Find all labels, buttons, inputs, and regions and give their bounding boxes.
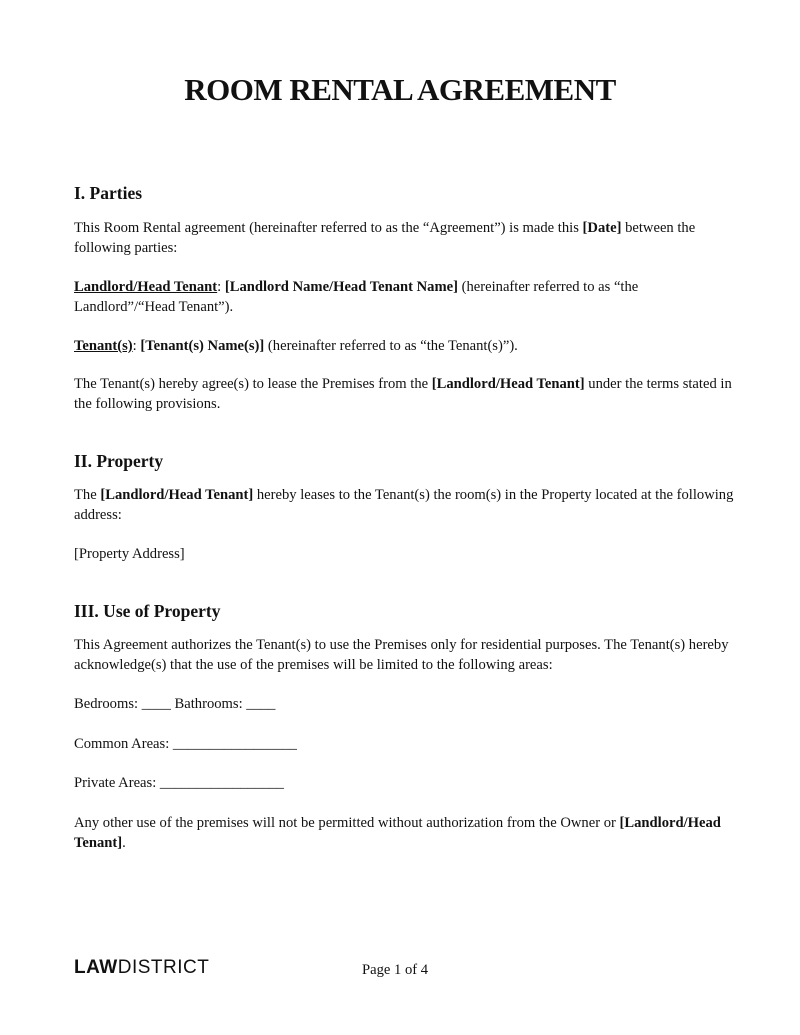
section-heading-property: II. Property xyxy=(74,451,164,471)
common-areas-blank-line: Common Areas: _________________ xyxy=(74,736,297,752)
landlord-label: Landlord/Head Tenant xyxy=(74,279,218,295)
section-heading-parties: I. Parties xyxy=(74,183,143,203)
tenant-name-placeholder: [Tenant(s) Name(s)] xyxy=(140,338,265,354)
section-heading-use-of-property: III. Use of Property xyxy=(74,601,221,621)
tenant-paragraph: Tenant(s): [Tenant(s) Name(s)] (hereinafter referred to as “the Tenant(s)”). xyxy=(74,338,518,354)
lawdistrict-logo: LAWDISTRICT xyxy=(74,957,210,978)
date-placeholder: [Date] xyxy=(582,220,622,236)
parties-intro-paragraph: This Room Rental agreement (hereinafter referred to as the “Agreement”) is made this [Date] between the following parties: xyxy=(74,220,696,256)
landlord-placeholder: [Landlord/Head Tenant] xyxy=(74,815,721,851)
landlord-placeholder: [Landlord/Head Tenant] xyxy=(431,376,585,392)
property-lease-paragraph: The [Landlord/Head Tenant] hereby leases to the Tenant(s) the room(s) in the Property located at the following address: xyxy=(74,487,734,523)
page-number: Page 1 of 4 xyxy=(362,962,429,978)
document-title: ROOM RENTAL AGREEMENT xyxy=(184,72,616,107)
lease-agreement-paragraph: The Tenant(s) hereby agree(s) to lease the Premises from the [Landlord/Head Tenant] under the terms stated in the following provisions. xyxy=(74,376,732,412)
rooms-blank-line: Bedrooms: ____ Bathrooms: ____ xyxy=(74,696,276,712)
landlord-paragraph: Landlord/Head Tenant: [Landlord Name/Head Tenant Name] (hereinafter referred to as “the Landlord”/“Head Tenant”). xyxy=(74,279,639,315)
private-areas-blank-line: Private Areas: _________________ xyxy=(74,775,284,791)
other-use-paragraph: Any other use of the premises will not be permitted without authorization from the Owner or [Landlord/Head Tenant]. xyxy=(74,815,721,851)
landlord-placeholder: [Landlord/Head Tenant] xyxy=(100,487,254,503)
tenant-label: Tenant(s) xyxy=(74,338,133,354)
property-address-placeholder: [Property Address] xyxy=(74,546,185,562)
landlord-name-placeholder: [Landlord Name/Head Tenant Name] xyxy=(224,279,458,295)
use-authorization-paragraph: This Agreement authorizes the Tenant(s) to use the Premises only for residential purposes. The Tenant(s) hereby acknowledge(s) that the use of the premises will be limited to the following areas: xyxy=(74,637,729,673)
